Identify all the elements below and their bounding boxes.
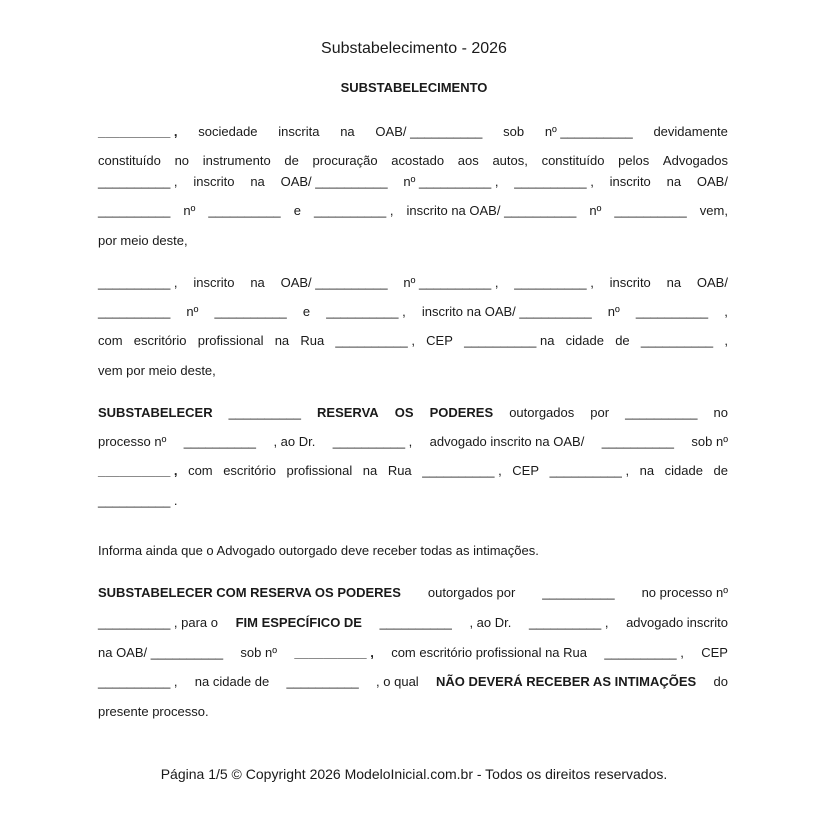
word: escritório (133, 333, 187, 348)
blank-field[interactable]: __________ , (98, 674, 178, 689)
word: cidade (565, 333, 604, 348)
blank-field[interactable]: OAB/ __________ (375, 124, 483, 139)
blank-field[interactable]: __________ , para o (98, 615, 218, 630)
p3-line-4[interactable]: __________ . (98, 493, 178, 508)
bold-word: RESERVA (317, 405, 379, 420)
word: constituído (541, 153, 605, 168)
word: devidamente (653, 124, 728, 139)
word: , ao Dr. (273, 434, 316, 449)
blank-field[interactable]: __________ , (528, 615, 609, 630)
word: na (666, 275, 682, 290)
blank-field[interactable]: __________ (98, 304, 171, 319)
blank-field[interactable]: __________ (228, 405, 301, 420)
word: aos (457, 153, 479, 168)
word: Advogados (662, 153, 728, 168)
word: procuração (312, 153, 378, 168)
word: acostado (391, 153, 445, 168)
word: no (174, 153, 190, 168)
word: Rua (300, 333, 325, 348)
word: instrumento (202, 153, 271, 168)
bold-word: SUBSTABELECER (98, 405, 213, 420)
blank-field[interactable]: __________ , (335, 333, 415, 348)
word: inscrito (609, 174, 651, 189)
p2-line-4: vem por meio deste, (98, 363, 216, 378)
p2-line-2 (98, 304, 728, 320)
word: inscrita (278, 124, 320, 139)
document-title: SUBSTABELECIMENTO (340, 80, 488, 95)
word: no (713, 405, 728, 420)
word: com (188, 463, 213, 478)
word: nº (183, 203, 196, 218)
word: profissional (286, 463, 353, 478)
blank-field[interactable]: __________ , (549, 463, 630, 478)
word: OAB/ (696, 174, 728, 189)
blank-field[interactable]: OAB/ __________ (280, 174, 388, 189)
word: nº (589, 203, 602, 218)
blank-field[interactable]: __________ , (294, 645, 374, 660)
word: na (274, 333, 290, 348)
blank-field[interactable]: __________ (98, 203, 171, 218)
p3-line-3 (98, 463, 728, 479)
word: na cidade de (194, 674, 270, 689)
p5-line-4 (98, 674, 728, 690)
p5-line-3 (98, 645, 728, 661)
bold-phrase: SUBSTABELECER COM RESERVA OS PODERES (98, 585, 401, 600)
word: processo nº (98, 434, 167, 449)
blank-field[interactable]: __________ (214, 304, 287, 319)
word: sob nº (691, 434, 728, 449)
blank-field[interactable]: __________ , (514, 174, 594, 189)
word: cidade (664, 463, 703, 478)
word: outorgados (509, 405, 575, 420)
word: sob (503, 124, 525, 139)
word: e (293, 203, 301, 218)
word: outorgados por (427, 585, 516, 600)
word: na (340, 124, 355, 139)
word: na (666, 174, 682, 189)
word: e (302, 304, 311, 319)
p1-line-5: por meio deste, (98, 233, 188, 248)
blank-field[interactable]: __________ , (514, 275, 594, 290)
word: na (362, 463, 378, 478)
word: de (713, 463, 728, 478)
blank-field[interactable]: __________ , (98, 275, 178, 290)
p1-line-3 (98, 174, 728, 190)
word: inscrito (193, 275, 235, 290)
word: na (250, 174, 265, 189)
blank-field[interactable]: __________ , (98, 174, 178, 189)
blank-field[interactable]: nº __________ , (403, 174, 499, 189)
word: com (98, 333, 123, 348)
blank-field[interactable]: __________ , (98, 124, 178, 139)
p2-line-1 (98, 275, 728, 291)
blank-field[interactable]: nº __________ (544, 124, 633, 139)
blank-field[interactable]: __________ (208, 203, 281, 218)
word: inscrito (193, 174, 235, 189)
blank-field[interactable]: __________ (183, 434, 257, 449)
word: CEP (512, 463, 540, 478)
word: por (590, 405, 610, 420)
word: de (615, 333, 630, 348)
blank-field[interactable]: __________ (640, 333, 714, 348)
p5-line-5: presente processo. (98, 704, 209, 719)
word: inscrito (609, 275, 651, 290)
word: CEP (426, 333, 453, 348)
blank-field[interactable]: __________ (542, 585, 615, 600)
word: de (284, 153, 299, 168)
word: advogado inscrito na OAB/ (429, 434, 585, 449)
blank-field[interactable]: nº __________ , (403, 275, 499, 290)
page-header: Substabelecimento - 2026 (321, 40, 507, 57)
p4-line: Informa ainda que o Advogado outorgado deve receber todas as intimações. (98, 543, 539, 558)
blank-field[interactable]: __________ , (313, 203, 394, 218)
blank-field[interactable]: OAB/ __________ (280, 275, 388, 290)
bold-word: OS (394, 405, 414, 420)
blank-field[interactable]: __________ , (422, 463, 502, 478)
word: Rua (387, 463, 412, 478)
word: nº (607, 304, 620, 319)
p5-line-1 (98, 585, 728, 601)
blank-field[interactable]: __________ na (464, 333, 555, 348)
blank-field[interactable]: na OAB/ __________ (98, 645, 224, 660)
word: vem, (699, 203, 728, 218)
word: constituído (98, 153, 161, 168)
blank-field[interactable]: __________ , (98, 463, 178, 478)
word: pelos (618, 153, 650, 168)
word: , o qual (376, 674, 419, 689)
word: na (250, 275, 265, 290)
p5-line-2 (98, 615, 728, 631)
word: nº (186, 304, 199, 319)
blank-field[interactable]: __________ (379, 615, 452, 630)
word: advogado inscrito (626, 615, 728, 630)
blank-field[interactable]: __________ (614, 203, 687, 218)
blank-field[interactable]: __________ , (604, 645, 684, 660)
p2-line-3 (98, 333, 728, 349)
p1-line-1 (98, 124, 728, 140)
word: profissional (197, 333, 264, 348)
blank-field[interactable]: __________ (286, 674, 359, 689)
bold-phrase: FIM ESPECÍFICO DE (235, 615, 362, 630)
page-footer: Página 1/5 © Copyright 2026 ModeloInicial.com.br - Todos os direitos reservados. (160, 766, 668, 782)
word: com escritório profissional na Rua (391, 645, 587, 660)
word: no processo nº (641, 585, 728, 600)
blank-field[interactable]: __________ (635, 304, 709, 319)
word: , (724, 304, 728, 319)
p3-line-2 (98, 434, 728, 450)
word: OAB/ (696, 275, 728, 290)
word: inscrito na OAB/ __________ (406, 203, 577, 218)
word: inscrito na OAB/ __________ (421, 304, 592, 319)
blank-field[interactable]: __________ , (332, 434, 413, 449)
p3-line-1 (98, 405, 728, 421)
bold-word: PODERES (429, 405, 494, 420)
p1-line-4 (98, 203, 728, 219)
blank-field[interactable]: __________ , (326, 304, 406, 319)
p1-line-2 (98, 153, 728, 169)
bold-phrase: NÃO DEVERÁ RECEBER AS INTIMAÇÕES (435, 674, 697, 689)
blank-field[interactable]: __________ (601, 434, 675, 449)
blank-field[interactable]: __________ (625, 405, 698, 420)
word: CEP (701, 645, 728, 660)
word: sociedade (198, 124, 258, 139)
word: autos, (492, 153, 528, 168)
word: na (639, 463, 655, 478)
word: , ao Dr. (469, 615, 512, 630)
word: , (724, 333, 728, 348)
word: sob nº (240, 645, 277, 660)
word: escritório (223, 463, 276, 478)
word: do (713, 674, 728, 689)
